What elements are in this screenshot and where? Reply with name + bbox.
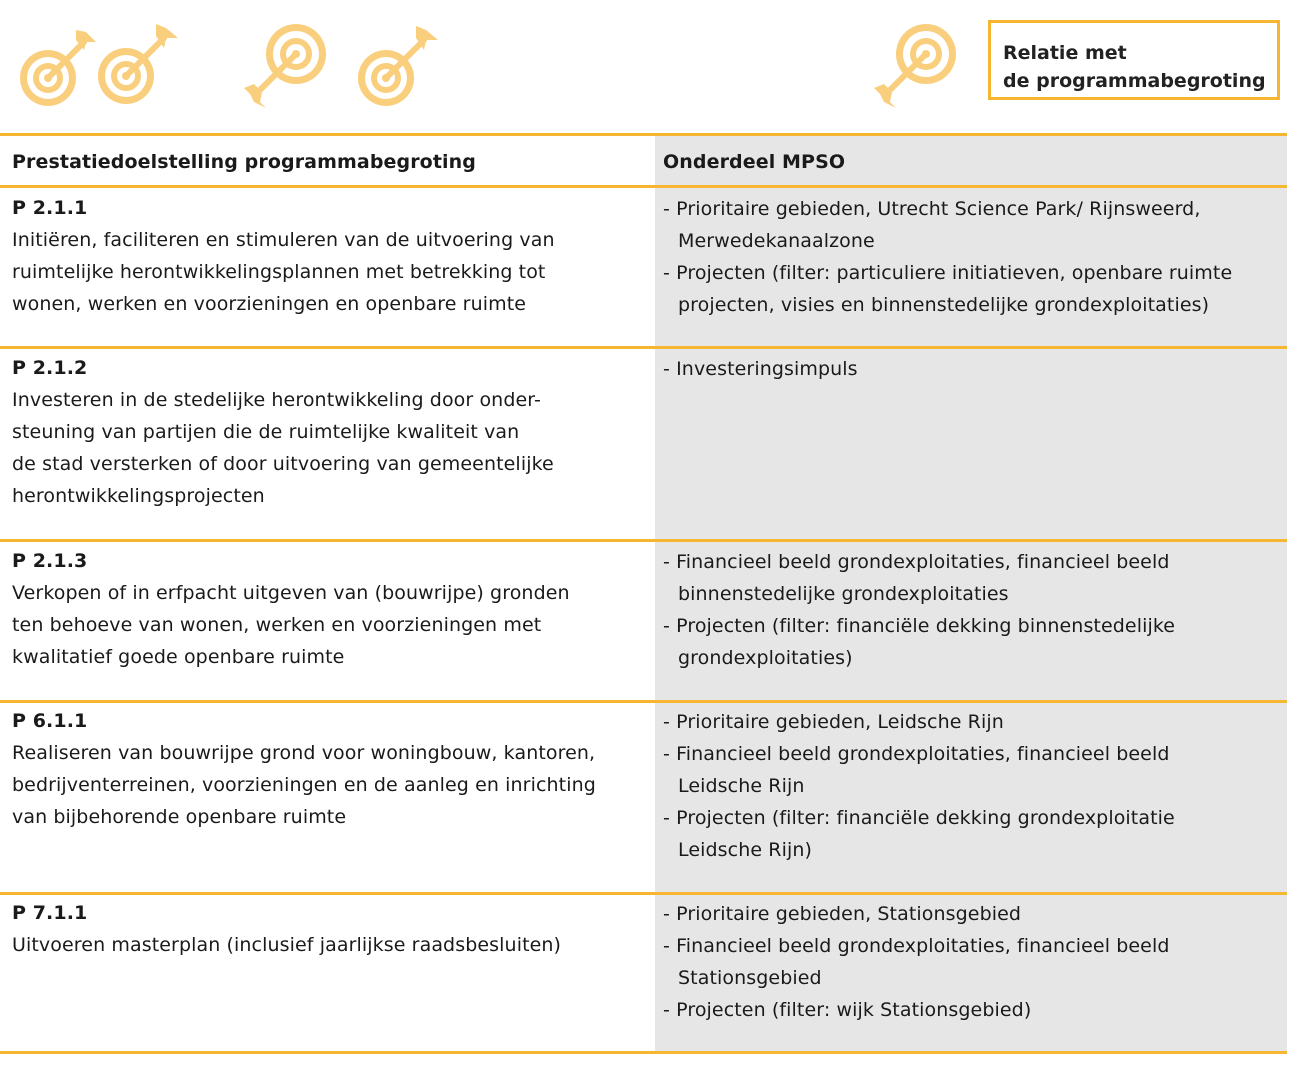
mpso-line: - Projecten (filter: financiële dekking binnenstedelijke xyxy=(663,615,1176,637)
prestatie-code: P 7.1.1 xyxy=(12,902,88,924)
prestatie-desc-line: Uitvoeren masterplan (inclusief jaarlijkse raadsbesluiten) xyxy=(12,934,562,956)
table-row-left xyxy=(12,897,642,961)
table-rule xyxy=(0,539,1287,542)
mpso-line: Stationsgebied xyxy=(678,967,822,989)
prestatie-desc-line: Investeren in de stedelijke herontwikkeling door onder- xyxy=(12,389,541,411)
table-rule xyxy=(0,892,1287,895)
target-icon xyxy=(14,22,104,112)
prestatie-code: P 2.1.2 xyxy=(12,357,88,379)
mpso-line: - Financieel beeld grondexploitaties, financieel beeld xyxy=(663,935,1170,957)
mpso-line: - Projecten (filter: wijk Stationsgebied) xyxy=(663,999,1032,1021)
table-row-left xyxy=(12,705,642,833)
target-icon xyxy=(92,18,182,108)
mpso-line: - Prioritaire gebieden, Leidsche Rijn xyxy=(663,711,1004,733)
prestatie-desc-line: van bijbehorende openbare ruimte xyxy=(12,806,347,828)
table-rule xyxy=(0,1051,1287,1054)
mpso-line: Merwedekanaalzone xyxy=(678,230,875,252)
mpso-line: - Projecten (filter: particuliere initiatieven, openbare ruimte xyxy=(663,262,1233,284)
mpso-line: - Prioritaire gebieden, Utrecht Science Park/ Rijnsweerd, xyxy=(663,198,1201,220)
table-rule xyxy=(0,133,1287,136)
table-row-right xyxy=(663,193,1283,321)
mpso-line: Leidsche Rijn xyxy=(678,775,805,797)
mpso-line: Leidsche Rijn) xyxy=(678,839,813,861)
table-row-right xyxy=(663,546,1283,674)
header-onderdeel-mpso: Onderdeel MPSO xyxy=(663,151,846,173)
mpso-line: - Prioritaire gebieden, Stationsgebied xyxy=(663,903,1022,925)
target-icon xyxy=(352,20,442,110)
mpso-line: - Financieel beeld grondexploitaties, financieel beeld xyxy=(663,743,1170,765)
prestatie-desc-line: de stad versterken of door uitvoering van gemeentelijke xyxy=(12,453,554,475)
prestatie-desc-line: kwalitatief goede openbare ruimte xyxy=(12,646,345,668)
prestatie-desc-line: ruimtelijke herontwikkelingsplannen met betrekking tot xyxy=(12,261,546,283)
mpso-line: binnenstedelijke grondexploitaties xyxy=(678,583,1009,605)
table-row-left xyxy=(12,545,642,673)
table-row-right xyxy=(663,706,1283,866)
table-row-right xyxy=(663,898,1283,1026)
table-row-left xyxy=(12,352,642,512)
prestatie-desc-line: steuning van partijen die de ruimtelijke kwaliteit van xyxy=(12,421,520,443)
table-rule xyxy=(0,346,1287,349)
relatie-line-2: de programmabegroting xyxy=(1003,70,1266,92)
mpso-line: - Projecten (filter: financiële dekking grondexploitatie xyxy=(663,807,1175,829)
relatie-box xyxy=(988,20,1280,100)
prestatie-code: P 6.1.1 xyxy=(12,710,88,732)
prestatie-desc-line: ten behoeve van wonen, werken en voorzieningen met xyxy=(12,614,542,636)
mpso-line: - Financieel beeld grondexploitaties, financieel beeld xyxy=(663,551,1170,573)
prestatie-desc-line: Verkopen of in erfpacht uitgeven van (bouwrijpe) gronden xyxy=(12,582,570,604)
prestatie-desc-line: Realiseren van bouwrijpe grond voor woningbouw, kantoren, xyxy=(12,742,596,764)
prestatie-desc-line: Initiëren, faciliteren en stimuleren van de uitvoering van xyxy=(12,229,555,251)
header-prestatiedoelstelling: Prestatiedoelstelling programmabegroting xyxy=(12,151,476,173)
prestatie-code: P 2.1.3 xyxy=(12,550,88,572)
prestatie-desc-line: wonen, werken en voorzieningen en openbare ruimte xyxy=(12,293,527,315)
mpso-line: grondexploitaties) xyxy=(678,647,853,669)
table-row-left xyxy=(12,192,642,320)
relatie-line-1: Relatie met xyxy=(1003,42,1127,64)
mpso-line: projecten, visies en binnenstedelijke grondexploitaties) xyxy=(678,294,1210,316)
target-icon xyxy=(870,18,965,113)
table-row-right xyxy=(663,353,1283,385)
prestatie-desc-line: herontwikkelingsprojecten xyxy=(12,485,265,507)
target-icon xyxy=(240,18,335,113)
prestatie-code: P 2.1.1 xyxy=(12,197,88,219)
table-rule xyxy=(0,700,1287,703)
prestatie-desc-line: bedrijventerreinen, voorzieningen en de aanleg en inrichting xyxy=(12,774,596,796)
table-rule xyxy=(0,185,1287,188)
mpso-line: - Investeringsimpuls xyxy=(663,358,858,380)
